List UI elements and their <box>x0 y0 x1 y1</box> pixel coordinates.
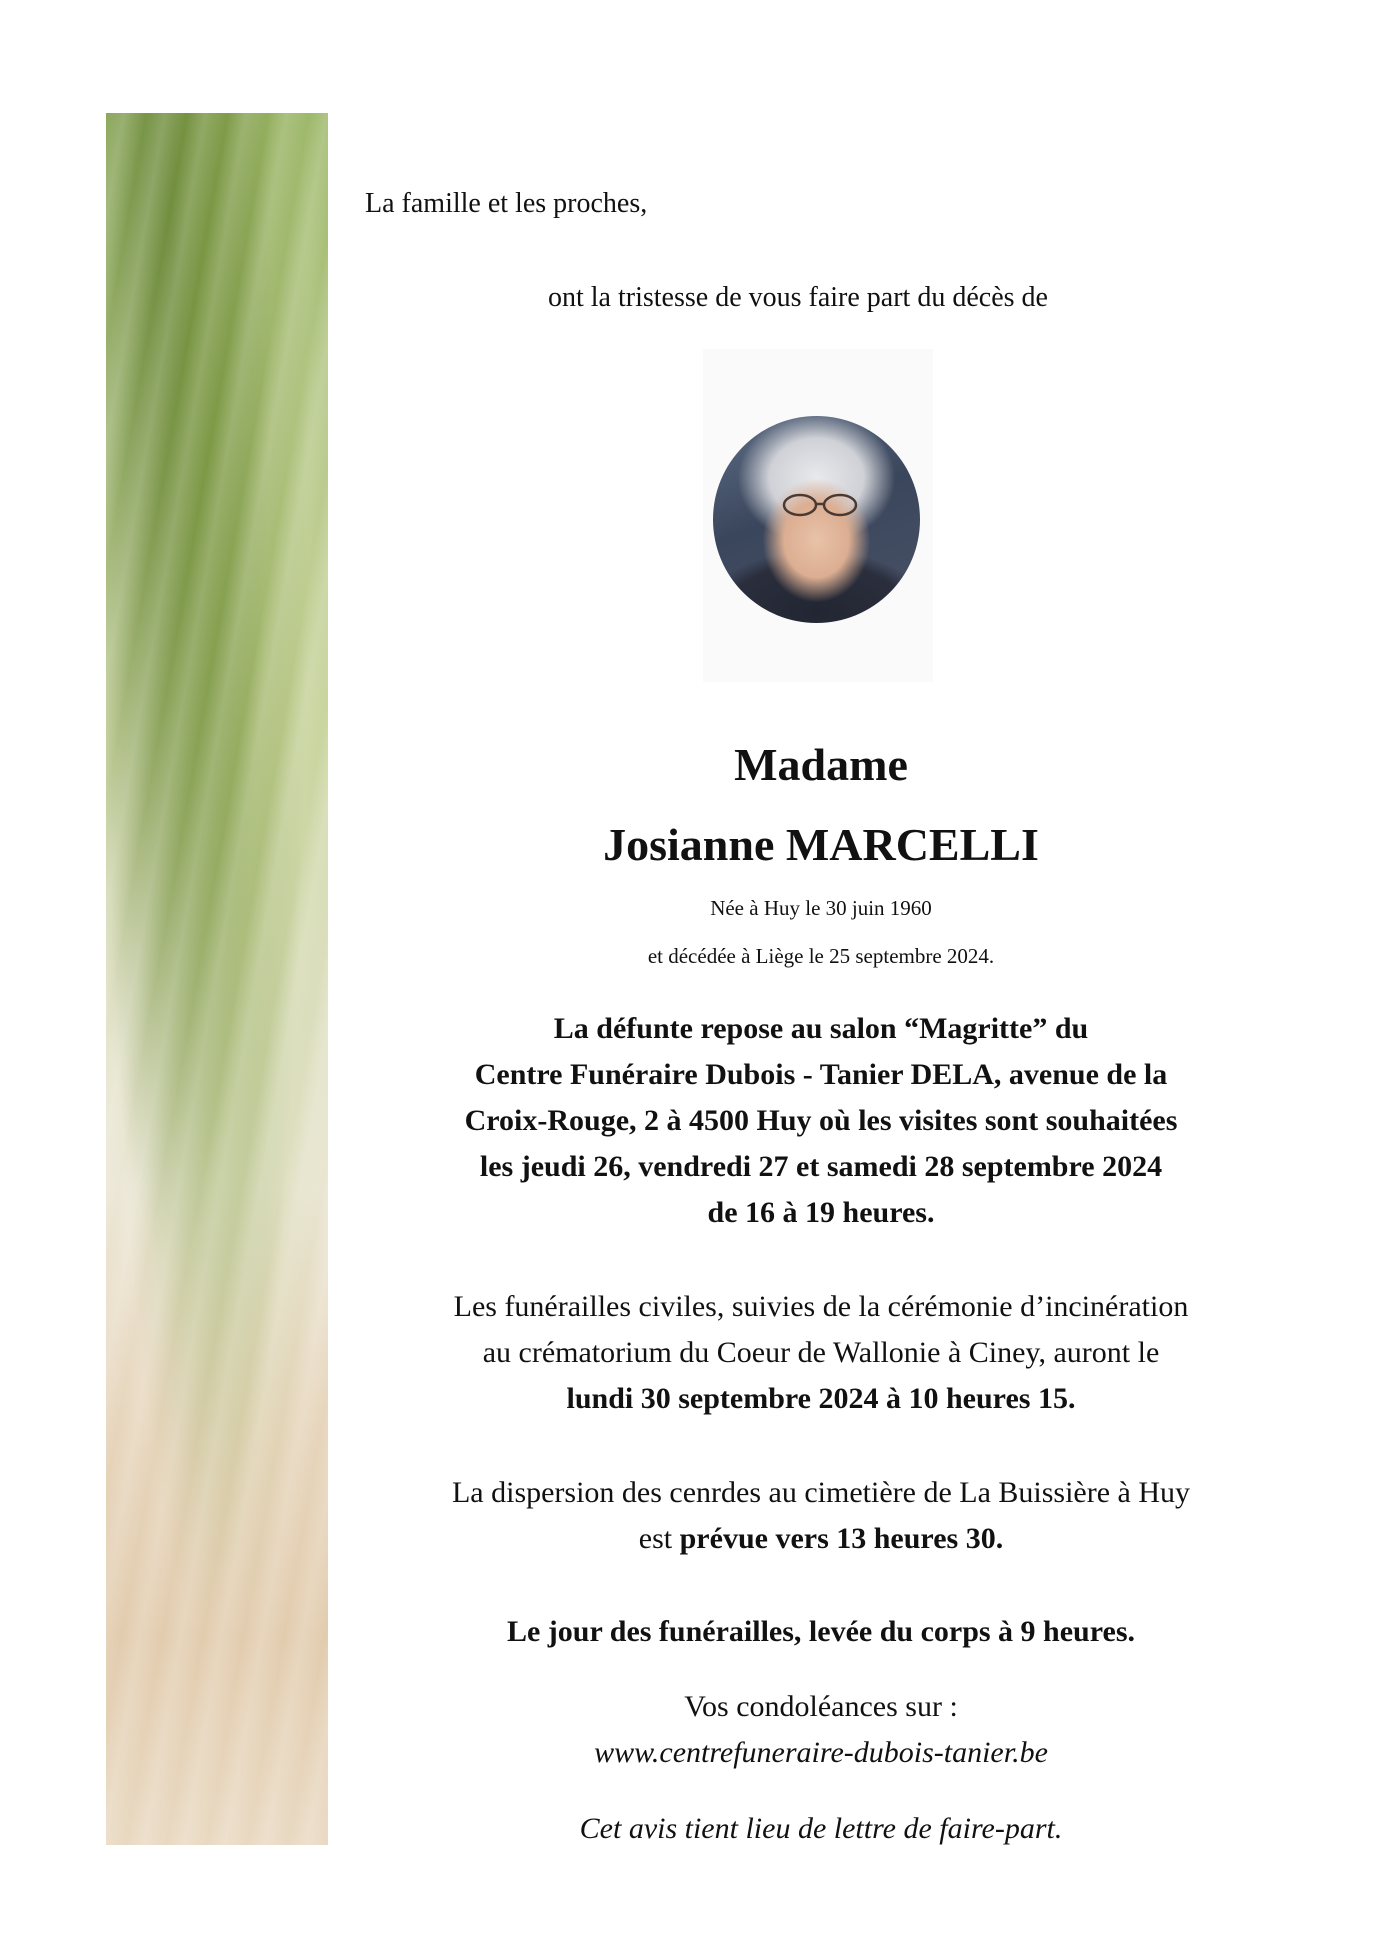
notice-text: Cet avis tient lieu de lettre de faire-part. <box>579 1812 1063 1845</box>
dispersion-time-bold: prévue vers 13 heures 30. <box>679 1522 1004 1555</box>
portrait-photo <box>713 416 920 623</box>
death-info: et décédée à Liège le 25 septembre 2024. <box>647 944 995 968</box>
funeral-line: Les funérailles civiles, suivies de la cérémonie d’incinération <box>453 1290 1189 1323</box>
funeral-date: lundi 30 septembre 2024 à 10 heures 15. <box>566 1382 1076 1415</box>
visitation-line: les jeudi 26, vendredi 27 et samedi 28 septembre 2024 <box>479 1150 1163 1183</box>
condolences-label: Vos condoléances sur : <box>684 1690 958 1723</box>
dispersion-time <box>361 1522 1281 1556</box>
visitation-line: de 16 à 19 heures. <box>707 1196 935 1229</box>
deceased-name: Josianne MARCELLI <box>603 819 1039 870</box>
visitation-line: Centre Funéraire Dubois - Tanier DELA, avenue de la <box>474 1058 1168 1091</box>
deceased-title: Madame <box>734 739 908 790</box>
dispersion-prefix: est <box>638 1522 680 1555</box>
dispersion-line: La dispersion des cenrdes au cimetière de La Buissière à Huy <box>451 1476 1191 1509</box>
intro-family: La famille et les proches, <box>365 188 648 219</box>
funeral-line: au crématorium du Coeur de Wallonie à Ciney, auront le <box>482 1336 1160 1369</box>
levee-du-corps: Le jour des funérailles, levée du corps à 9 heures. <box>506 1615 1136 1648</box>
visitation-line: Croix-Rouge, 2 à 4500 Huy où les visites sont souhaitées <box>464 1104 1178 1137</box>
visitation-line: La défunte repose au salon “Magritte” du <box>553 1012 1089 1045</box>
condolences-url[interactable]: www.centrefuneraire-dubois-tanier.be <box>594 1736 1048 1769</box>
intro-announcement: ont la tristesse de vous faire part du décès de <box>548 282 1048 313</box>
decorative-forest-image <box>106 113 328 1845</box>
birth-info: Née à Huy le 30 juin 1960 <box>710 896 932 920</box>
glasses-icon <box>780 492 860 518</box>
